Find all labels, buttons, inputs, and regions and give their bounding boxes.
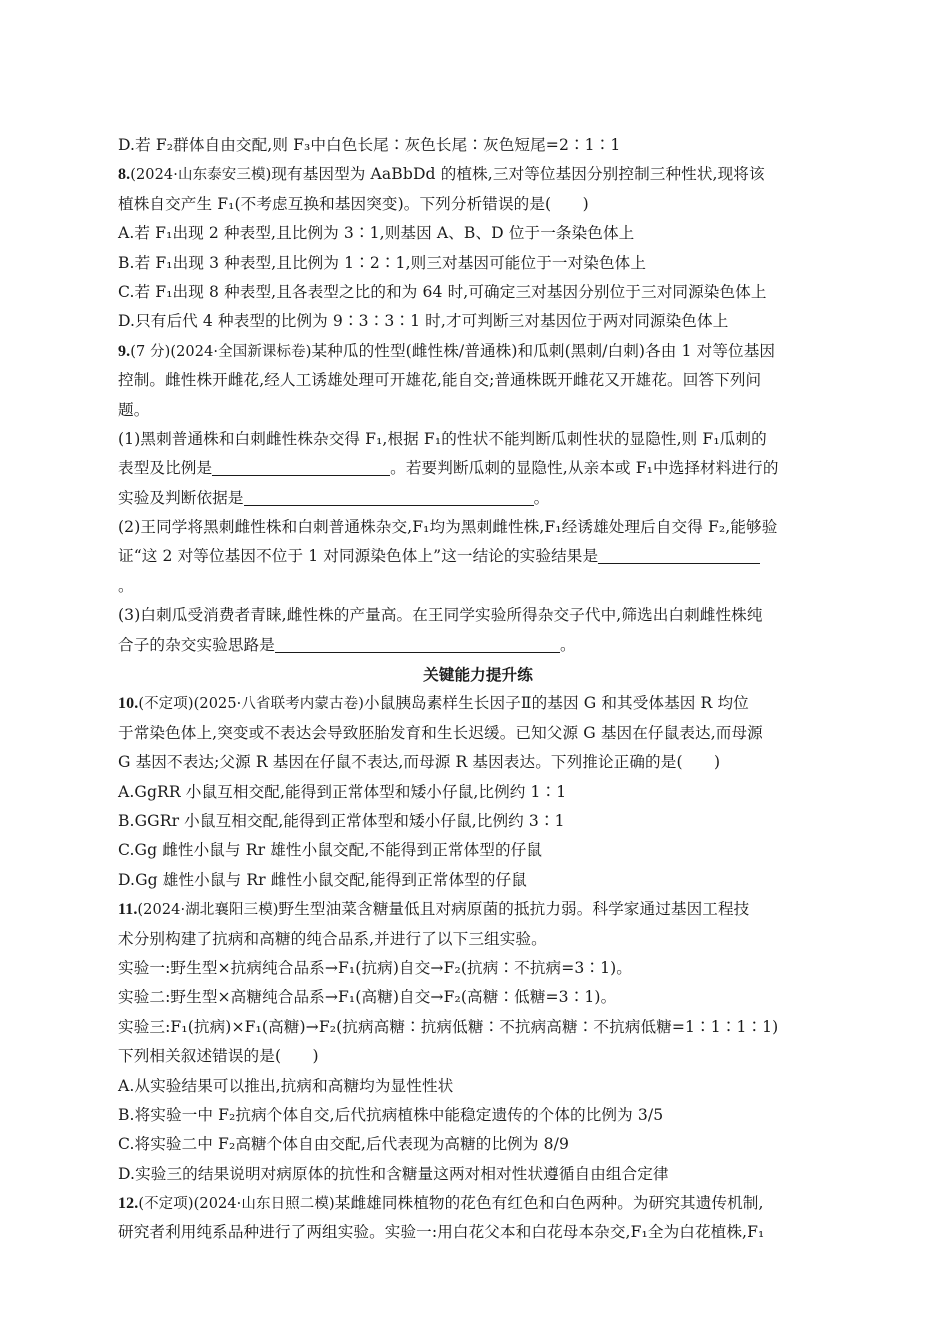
q12-stem-line2: 研究者利用纯系品种进行了两组实验。实验一:用白花父本和白花母本杂交,F₁全为白花植株,F₁ bbox=[118, 1223, 765, 1242]
q9-part1-text3: 实验及判断依据是 bbox=[118, 488, 244, 507]
q9-part3-line1: (3)白刺瓜受消费者青睐,雌性株的产量高。在王同学实验所得杂交子代中,筛选出白刺雌性株纯 bbox=[118, 606, 763, 625]
q11-stem-text1: 野生型油菜含糖量低且对病原菌的抵抗力弱。科学家通过基因工程技 bbox=[278, 900, 750, 919]
q11-experiment-1: 实验一:野生型×抗病纯合品系→F₁(抗病)自交→F₂(抗病∶不抗病=3∶1)。 bbox=[118, 958, 632, 977]
q12-number: 12. bbox=[118, 1195, 139, 1213]
q10-option-b: B.GGRr 小鼠互相交配,能得到正常体型和矮小仔鼠,比例约 3∶1 bbox=[118, 811, 565, 830]
q9-part1-text: 表型及比例是 bbox=[118, 459, 213, 478]
q8-option-b: B.若 F₁出现 3 种表型,且比例为 1∶2∶1,则三对基因可能位于一对染色体上 bbox=[118, 253, 647, 272]
q8-number: 8. bbox=[118, 166, 131, 184]
q9-part1-text2: 。若要判断瓜刺的显隐性,从亲本或 F₁中选择材料进行的 bbox=[390, 459, 779, 478]
q9-stem-line3: 题。 bbox=[118, 400, 150, 419]
q9-part2-text: 证“这 2 对等位基因不位于 1 对同源染色体上”这一结论的实验结果是 bbox=[118, 547, 599, 566]
q11-option-d: D.实验三的结果说明对病原体的抗性和含糖量这两对相对性状遵循自由组合定律 bbox=[118, 1164, 669, 1183]
q11-number: 11. bbox=[118, 901, 138, 919]
q9-part3-text: 合子的杂交实验思路是 bbox=[118, 635, 275, 654]
q11-ask: 下列相关叙述错误的是( ) bbox=[118, 1047, 319, 1066]
q11-option-b: B.将实验一中 F₂抗病个体自交,后代抗病植株中能稳定遗传的个体的比例为 3/5 bbox=[118, 1105, 664, 1124]
q9-part3-end: 。 bbox=[559, 635, 576, 654]
q9-stem-line1 bbox=[118, 337, 838, 366]
q10-stem-text1: 小鼠胰岛素样生长因子Ⅱ的基因 G 和其受体基因 R 均位 bbox=[363, 694, 749, 713]
q7-option-d: D.若 F₂群体自由交配,则 F₃中白色长尾∶灰色长尾∶灰色短尾=2∶1∶1 bbox=[118, 136, 621, 154]
q10-stem-line2: 于常染色体上,突变或不表达会导致胚胎发育和生长迟缓。已知父源 G 基因在仔鼠表达,而母源 bbox=[118, 723, 763, 742]
q9-part1-answer-blank2[interactable] bbox=[244, 487, 534, 506]
q10-stem-line1 bbox=[118, 689, 838, 718]
q8-source: (2024·山东泰安三模) bbox=[130, 167, 272, 184]
q9-number: 9. bbox=[118, 342, 131, 360]
q9-part1-line3 bbox=[118, 484, 838, 513]
q9-source: (7 分)(2024·全国新课标卷) bbox=[130, 343, 312, 360]
q11-stem-line1 bbox=[118, 895, 838, 924]
q11-stem-line2: 术分别构建了抗病和高糖的纯合品系,并进行了以下三组实验。 bbox=[118, 929, 547, 948]
section-title: 关键能力提升练 bbox=[423, 665, 533, 685]
q8-stem-line1 bbox=[118, 160, 838, 189]
q9-stem-line2: 控制。雌性株开雌花,经人工诱雄处理可开雄花,能自交;普通株既开雌花又开雄花。回答下列问 bbox=[118, 371, 762, 390]
q9-part1-answer-blank1[interactable] bbox=[212, 457, 390, 476]
q10-option-d: D.Gg 雄性小鼠与 Rr 雌性小鼠交配,能得到正常体型的仔鼠 bbox=[118, 870, 527, 889]
q12-stem-text1: 某雌雄同株植物的花色有红色和白色两种。为研究其遗传机制, bbox=[334, 1194, 764, 1213]
q9-stem-text1: 某种瓜的性型(雌性株/普通株)和瓜刺(黑刺/白刺)各由 1 对等位基因 bbox=[311, 341, 776, 360]
q9-part1-end: 。 bbox=[533, 488, 550, 507]
q11-source: (2024·湖北襄阳三模) bbox=[137, 902, 279, 919]
question-content bbox=[118, 131, 838, 1248]
q8-option-d: D.只有后代 4 种表型的比例为 9∶3∶3∶1 时,才可判断三对基因位于两对同源染色体上 bbox=[118, 312, 729, 331]
q9-part2-answer-blank[interactable] bbox=[598, 545, 760, 564]
q10-number: 10. bbox=[118, 695, 139, 713]
q8-option-c: C.若 F₁出现 8 种表型,且各表型之比的和为 64 时,可确定三对基因分别位于三对同源染色体上 bbox=[118, 282, 767, 301]
q9-part2-line2 bbox=[118, 542, 838, 571]
q11-experiment-3: 实验三:F₁(抗病)×F₁(高糖)→F₂(抗病高糖∶抗病低糖∶不抗病高糖∶不抗病低糖=1∶1∶1∶1) bbox=[118, 1017, 779, 1036]
q8-stem-line2: 植株自交产生 F₁(不考虑互换和基因突变)。下列分析错误的是( ) bbox=[118, 194, 589, 213]
q10-option-c: C.Gg 雌性小鼠与 Rr 雄性小鼠交配,不能得到正常体型的仔鼠 bbox=[118, 841, 543, 860]
q11-option-c: C.将实验二中 F₂高糖个体自由交配,后代表现为高糖的比例为 8/9 bbox=[118, 1135, 570, 1154]
q12-source: (不定项)(2024·山东日照二模) bbox=[138, 1196, 335, 1213]
q11-experiment-2: 实验二:野生型×高糖纯合品系→F₁(高糖)自交→F₂(高糖∶低糖=3∶1)。 bbox=[118, 988, 617, 1007]
q9-part2-line3: 。 bbox=[118, 576, 134, 595]
q9-part3-line2 bbox=[118, 631, 838, 660]
q12-stem-line1 bbox=[118, 1189, 838, 1218]
q9-part1-line1: (1)黑刺普通株和白刺雌性株杂交得 F₁,根据 F₁的性状不能判断瓜刺性状的显隐性,则 F₁瓜刺的 bbox=[118, 429, 767, 448]
q11-option-a: A.从实验结果可以推出,抗病和高糖均为显性性状 bbox=[118, 1076, 454, 1095]
q9-part3-answer-blank[interactable] bbox=[275, 634, 560, 653]
q8-stem-text1: 现有基因型为 AaBbDd 的植株,三对等位基因分别控制三种性状,现将该 bbox=[271, 165, 765, 184]
q10-option-a: A.GgRR 小鼠互相交配,能得到正常体型和矮小仔鼠,比例约 1∶1 bbox=[118, 782, 567, 801]
q9-part1-line2 bbox=[118, 454, 838, 483]
q10-source: (不定项)(2025·八省联考内蒙古卷) bbox=[138, 696, 364, 713]
q9-part2-line1: (2)王同学将黑刺雌性株和白刺普通株杂交,F₁均为黑刺雌性株,F₁经诱雄处理后自交得 F₂,能够验 bbox=[118, 518, 778, 537]
q8-option-a: A.若 F₁出现 2 种表型,且比例为 3∶1,则基因 A、B、D 位于一条染色体上 bbox=[118, 224, 635, 243]
q10-stem-line3: G 基因不表达;父源 R 基因在仔鼠不表达,而母源 R 基因表达。下列推论正确的是( ) bbox=[118, 753, 721, 772]
